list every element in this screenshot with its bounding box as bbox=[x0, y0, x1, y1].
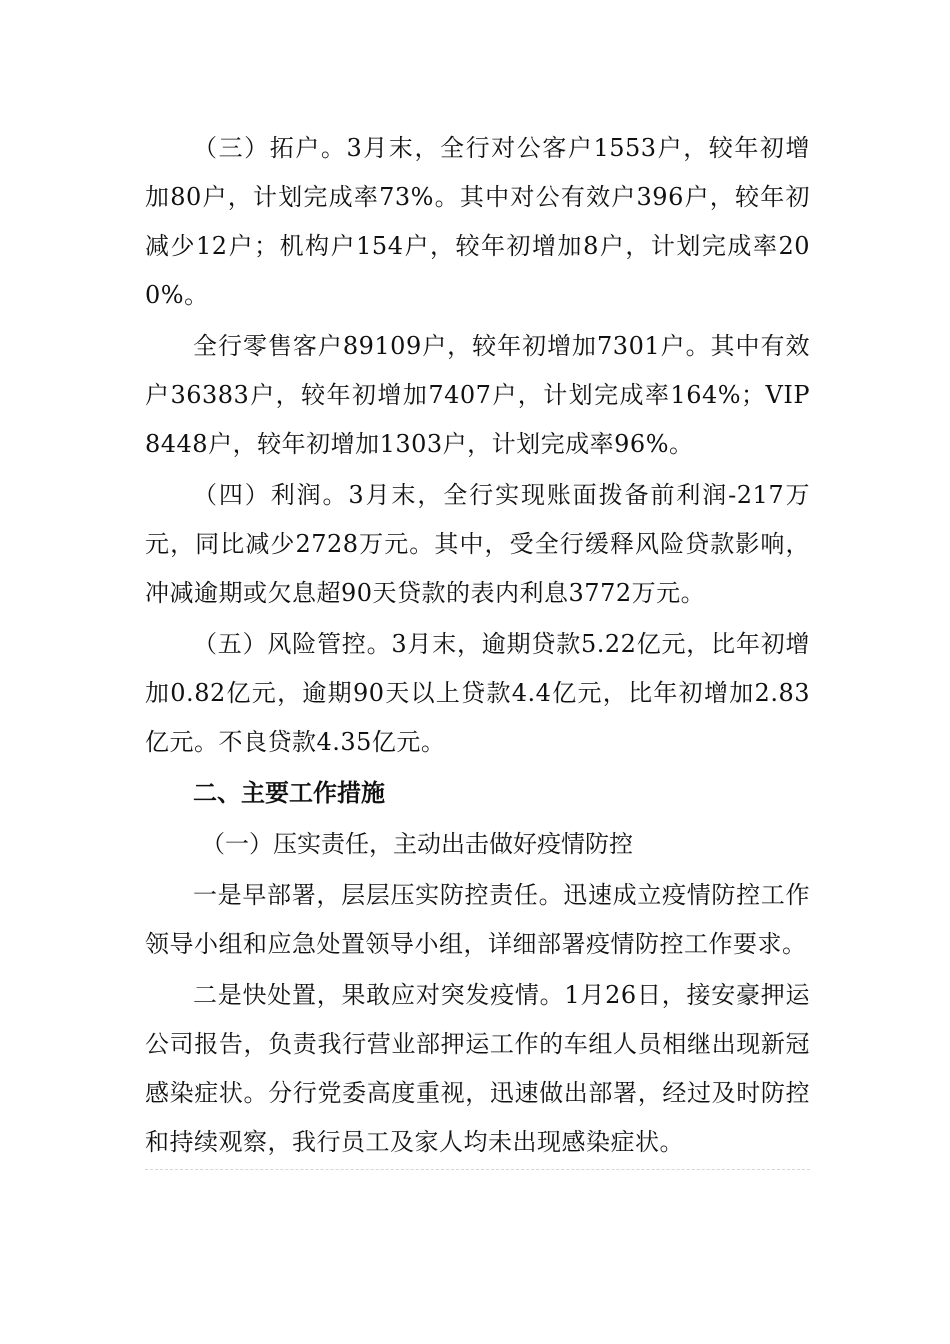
paragraph-fast-response: 二是快处置，果敢应对突发疫情。1月26日，接安豪押运公司报告，负责我行营业部押运工作的车组人员相继出现新冠感染症状。分行党委高度重视，迅速做出部署，经过及时防控和持续观察，我行员工及家人均未出现感染症状。 bbox=[145, 981, 810, 1156]
paragraph-risk-control: （五）风险管控。3月末，逾期贷款5.22亿元，比年初增加0.82亿元，逾期90天以上贷款4.4亿元，比年初增加2.83亿元。不良贷款4.35亿元。 bbox=[145, 630, 810, 756]
document-body bbox=[145, 124, 810, 1167]
page-divider bbox=[145, 1169, 810, 1170]
sub-heading: （一）压实责任，主动出击做好疫情防控 bbox=[201, 830, 633, 858]
paragraph-retail-customers: 全行零售客户89109户，较年初增加7301户。其中有效户36383户，较年初增加7407户，计划完成率164%；VIP 8448户，较年初增加1303户，计划完成率96%。 bbox=[145, 332, 810, 458]
paragraph-profit: （四）利润。3月末，全行实现账面拨备前利润-217万元，同比减少2728万元。其中，受全行缓释风险贷款影响，冲减逾期或欠息超90天贷款的表内利息3772万元。 bbox=[145, 481, 810, 607]
paragraph-expanding-customers: （三）拓户。3月末，全行对公客户1553户，较年初增加80户，计划完成率73%。其中对公有效户396户，较年初减少12户；机构户154户，较年初增加8户，计划完成率200%。 bbox=[145, 134, 810, 309]
paragraph-early-deployment: 一是早部署，层层压实防控责任。迅速成立疫情防控工作领导小组和应急处置领导小组，详细部署疫情防控工作要求。 bbox=[145, 881, 810, 958]
section-heading: 二、主要工作措施 bbox=[193, 779, 385, 807]
